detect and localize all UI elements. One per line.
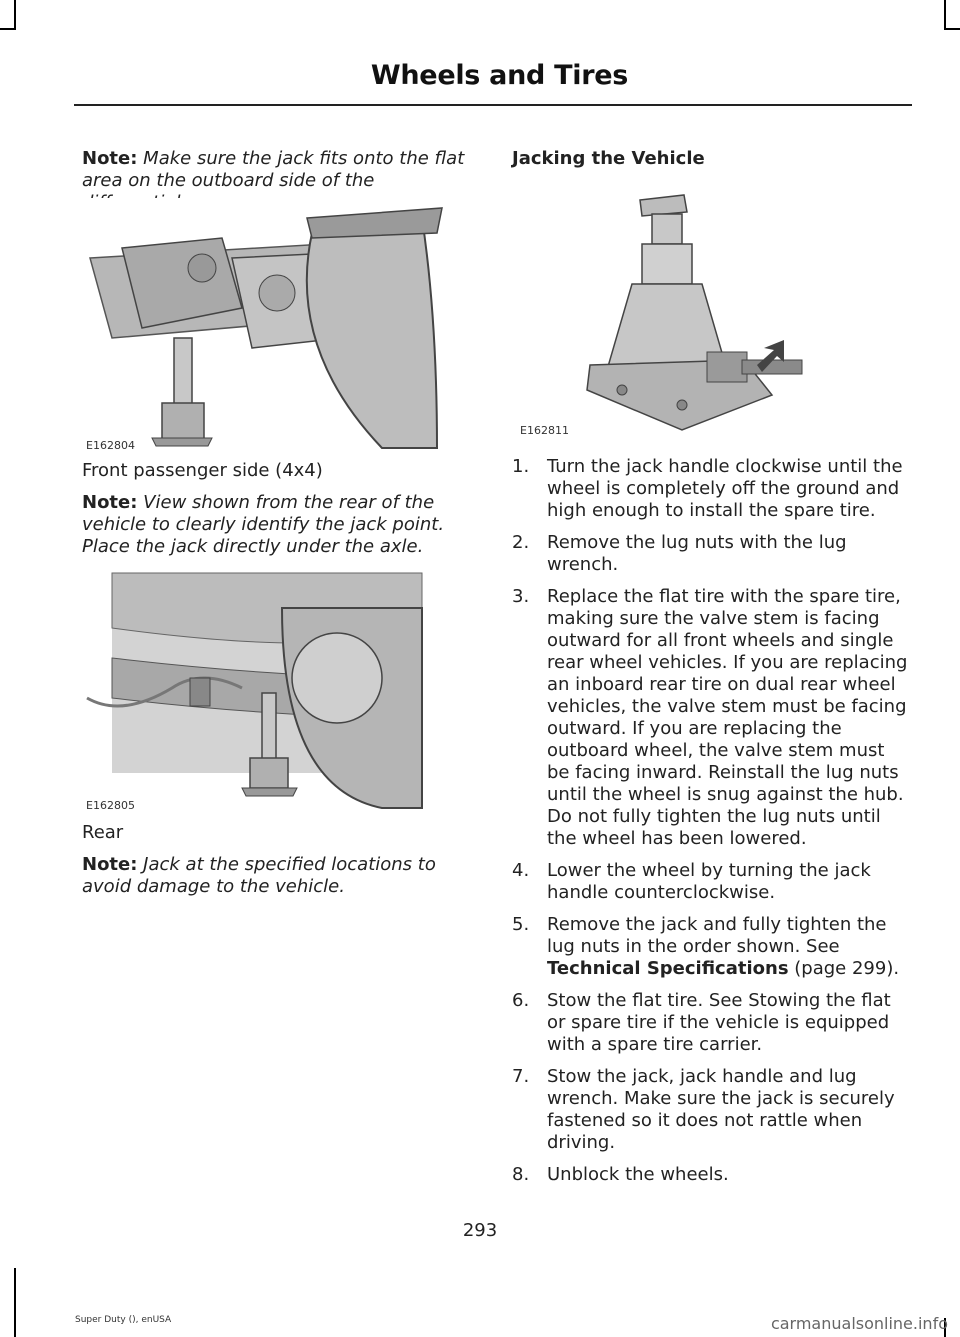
list-item bbox=[512, 860, 910, 904]
step-number: 3. bbox=[512, 586, 530, 607]
step-number: 6. bbox=[512, 990, 530, 1011]
step-number: 8. bbox=[512, 1164, 530, 1185]
caption-rear: Rear bbox=[82, 822, 124, 843]
watermark: carmanualsonline.info bbox=[770, 1314, 948, 1333]
step-text: Stow the jack, jack handle and lug wrench. Make sure the jack is securely fastened so it does not rattle when driving. bbox=[547, 1066, 895, 1153]
figure-rear-jack-point bbox=[82, 568, 454, 816]
step-number: 1. bbox=[512, 456, 530, 477]
step-number: 2. bbox=[512, 532, 530, 553]
note-text: View shown from the rear of the vehicle to clearly identify the jack point. Place the jack directly under the axle. bbox=[82, 492, 445, 557]
caption-front-passenger: Front passenger side (4x4) bbox=[82, 460, 323, 481]
footer-model-info: Super Duty (), enUSA bbox=[75, 1315, 172, 1325]
step-number: 7. bbox=[512, 1066, 530, 1087]
note-rear-view bbox=[82, 492, 462, 558]
list-item bbox=[512, 990, 910, 1056]
figure-front-jack-point bbox=[82, 198, 454, 456]
step-text: Unblock the wheels. bbox=[547, 1164, 729, 1185]
section-heading: Jacking the Vehicle bbox=[512, 148, 705, 169]
note-text: Jack at the specified locations to avoid damage to the vehicle. bbox=[82, 854, 436, 897]
page-title: Wheels and Tires bbox=[370, 60, 628, 91]
note-label: Note: bbox=[82, 854, 138, 875]
step-text: Remove the lug nuts with the lug wrench. bbox=[547, 532, 847, 575]
step-number: 5. bbox=[512, 914, 530, 935]
step-number: 4. bbox=[512, 860, 530, 881]
header-rule bbox=[74, 104, 912, 106]
note-label: Note: bbox=[82, 492, 138, 513]
crop-mark-top-right-h bbox=[944, 28, 960, 30]
jacking-steps-list bbox=[512, 456, 910, 1196]
note-jack-locations bbox=[82, 854, 462, 898]
figure-id-label: E162811 bbox=[520, 424, 569, 437]
list-item bbox=[512, 1066, 910, 1154]
page-number: 293 bbox=[462, 1220, 498, 1241]
step-text: Stow the flat tire. See Stowing the flat or spare tire if the vehicle is equipped with a spare tire carrier. bbox=[547, 990, 891, 1055]
list-item bbox=[512, 532, 910, 576]
note-label: Note: bbox=[82, 148, 138, 169]
crop-mark-top-left-h bbox=[0, 28, 16, 30]
list-item bbox=[512, 914, 910, 980]
list-item bbox=[512, 1164, 910, 1186]
list-item bbox=[512, 456, 910, 522]
figure-id-label: E162805 bbox=[86, 799, 135, 812]
step-text-after: (page 299). bbox=[788, 958, 900, 979]
technical-specifications-link[interactable]: Technical Specifications bbox=[547, 958, 789, 979]
figure-jack-handle bbox=[512, 190, 884, 440]
step-text: Remove the jack and fully tighten the lug nuts in the order shown. See bbox=[547, 914, 887, 957]
crop-mark-top-left-v bbox=[14, 0, 16, 30]
step-text: Turn the jack handle clockwise until the wheel is completely off the ground and high enough to install the spare tire. bbox=[547, 456, 903, 521]
figure-id-label: E162804 bbox=[86, 439, 135, 452]
list-item bbox=[512, 586, 910, 850]
step-text: Replace the flat tire with the spare tire, making sure the valve stem is facing outward for all front wheels and single rear wheel vehicles. If you are replacing an inboard rear tire on dual rear wheel vehicles, the valve stem must be facing outward. If you are replacing the outboard wheel, the valve stem must be facing inward. Reinstall the lug nuts until the wheel is snug against the hub. Do not fully tighten the lug nuts until the wheel has been lowered. bbox=[547, 586, 908, 849]
note-text: Make sure the jack fits onto the flat area on the outboard side of the bbox=[82, 148, 465, 191]
step-text: Lower the wheel by turning the jack handle counterclockwise. bbox=[547, 860, 871, 903]
crop-mark-top-right-v bbox=[944, 0, 946, 30]
crop-mark-bottom-left-v bbox=[14, 1268, 16, 1337]
